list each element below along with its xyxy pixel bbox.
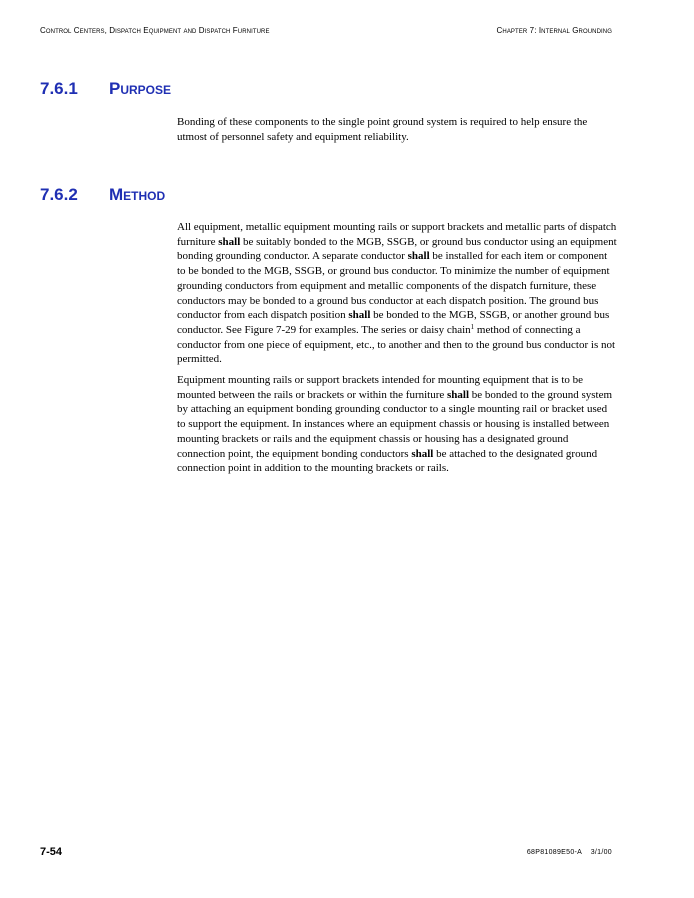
running-footer: [40, 846, 612, 860]
shall-emphasis: shall: [348, 309, 371, 322]
section-heading-purpose: [40, 79, 171, 99]
shall-emphasis: shall: [218, 235, 241, 248]
header-chapter-title: Chapter 7: Internal Grounding: [496, 26, 612, 35]
text-run: be bonded to the ground system by attaching an equipment bonding grounding conductor to a single mounting rail or bracket used to support the equipment. In instances where an equipment chassis or housing is installed between mounting brackets or rails and the equipment chassis or housing has a designated ground connection point, the equipment bonding conductors: [177, 388, 613, 460]
text-run: be suitably bonded to the MGB, SSGB, or ground bus conductor using an equipment bonding grounding conductor. A separate conductor: [177, 235, 617, 263]
shall-emphasis: shall: [407, 250, 430, 263]
shall-emphasis: shall: [411, 447, 434, 460]
document-id: 68P81089E50-A 3/1/00: [526, 849, 612, 856]
section-title: Method: [109, 185, 166, 204]
header-book-title: Control Centers, Dispatch Equipment and Dispatch Furniture: [40, 26, 270, 35]
purpose-body: [177, 115, 617, 144]
text-run: be installed for each item or component to be bonded to the MGB, SSGB, or ground bus conductor. To minimize the number of equipment grounding conductors from equipment and metallic components of the dispatch furniture, these conductors may be bonded to a ground bus conductor at each dispatch position. The ground bus conductor from each dispatch position: [177, 250, 610, 322]
method-body: [177, 220, 617, 476]
footnote-marker: 1: [470, 322, 475, 331]
text-run: method of connecting a conductor from one piece of equipment, etc., to another and then to the ground bus conductor is not permitted.: [177, 323, 616, 366]
section-heading-method: [40, 185, 165, 205]
method-paragraph-1: [177, 220, 617, 367]
text-run: be bonded to the MGB, SSGB, or another ground bus conductor. See Figure 7-29 for examples. The series or daisy chain: [177, 309, 610, 336]
section-title: Purpose: [109, 79, 172, 98]
section-number: 7.6.1: [40, 79, 78, 98]
running-header: [40, 26, 612, 38]
page-number: 7-54: [40, 846, 63, 858]
method-paragraph-2: [177, 373, 617, 476]
shall-emphasis: shall: [447, 388, 470, 401]
text-run: Equipment mounting rails or support brackets intended for mounting equipment that is to be mounted between the rails or brackets or within the furniture: [177, 374, 584, 401]
purpose-paragraph: Bonding of these components to the single point ground system is required to help ensure the utmost of personnel safety and equipment reliability.: [177, 116, 588, 143]
text-run: All equipment, metallic equipment mounting rails or support brackets and metallic parts of dispatch furniture: [177, 221, 617, 248]
text-run: be attached to the designated ground connection point in addition to the mounting brackets or rails.: [177, 447, 598, 475]
section-number: 7.6.2: [40, 185, 78, 204]
